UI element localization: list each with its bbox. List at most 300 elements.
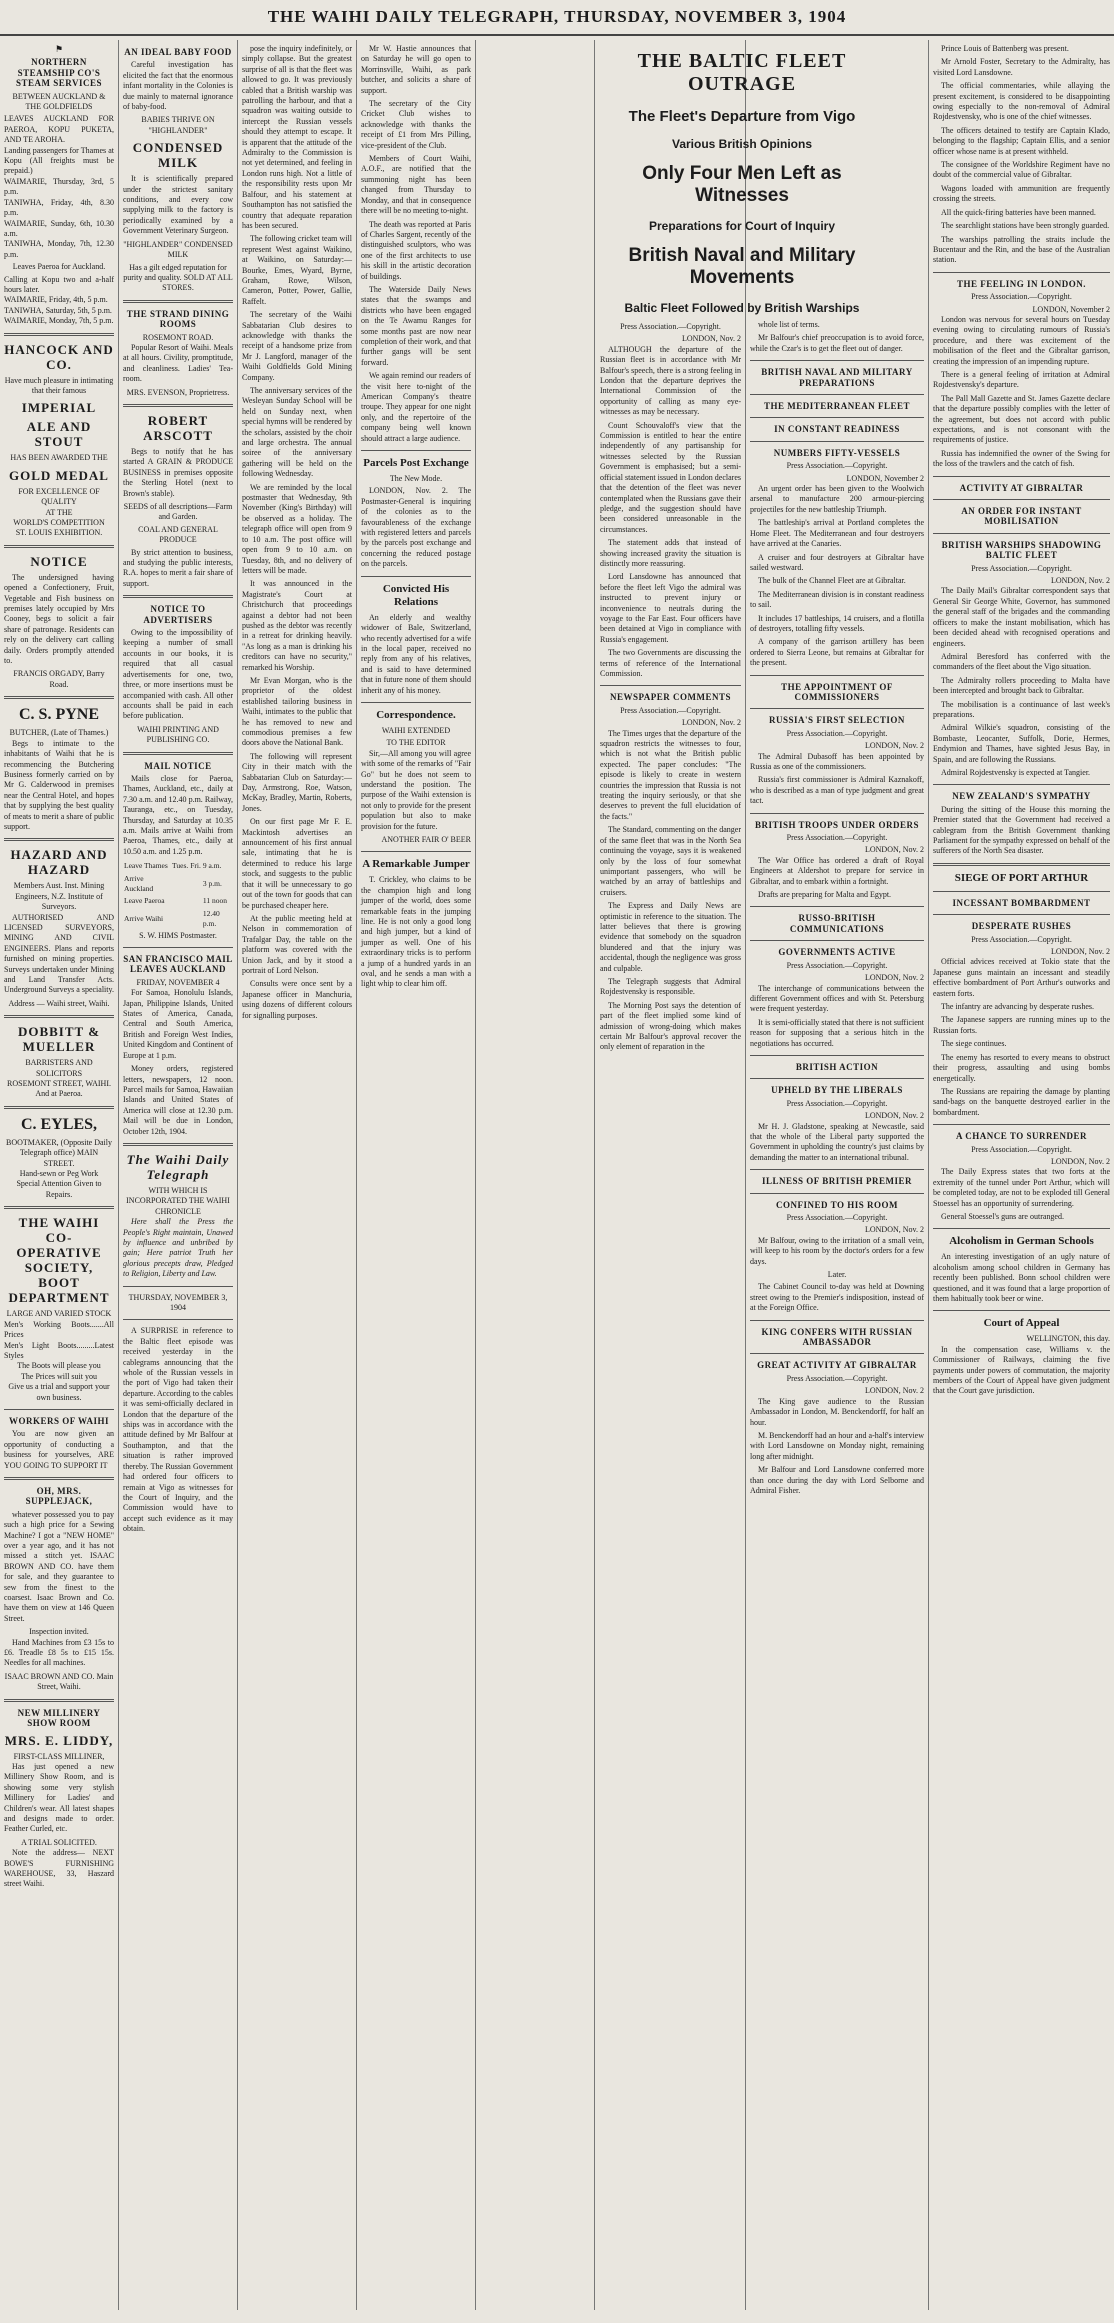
millinery-address: Note the address— NEXT BOWE'S FURNISHING WAREHOUSE, 33, Haszard street Waihi.: [4, 1848, 114, 1889]
press-line: Press Association.—Copyright.: [971, 563, 1072, 573]
article-text: The Waterside Daily News states that the swamps and districts who have been engaged on the Te Awamu Ranges for some months past are now near completion of their work, and that further gangs will be sent forward.: [361, 284, 471, 367]
mail-table: [123, 860, 233, 930]
ship-title: NORTHERN STEAMSHIP CO'S STEAM SERVICES: [16, 57, 102, 89]
workers-title: WORKERS OF WAIHI: [8, 1415, 110, 1426]
article-text: Admiral Rojdestvensky is expected at Tangier.: [941, 767, 1091, 777]
condensed-title: CONDENSED MILK: [132, 140, 224, 171]
governments-title: GOVERNMENTS ACTIVE: [778, 947, 896, 958]
article-text: The Standard, commenting on the danger of the same fleet that was in the North Sea continuing the voyage, says it is weakened only by the loss of four somewhat unimportant passengers, who will be watched by an array of battleships and cruisers.: [600, 825, 741, 897]
parcels-title: Parcels Post Exchange: [363, 457, 469, 470]
mail-cell: [171, 873, 189, 896]
article-text: The Mediterranean division is in constant readiness to sail.: [750, 589, 924, 610]
divider: [361, 576, 471, 577]
article-text: The secretary of the Waihi Sabbatarian Club desires to acknowledge with thanks the receipt of a handsome prize from Mr J. Langford, manager of the Waihi Goldfields Gold Mining Company.: [242, 310, 352, 382]
alcohol-title: Alcoholism in German Schools: [949, 1235, 1094, 1248]
king-title: KING CONFERS WITH RUSSIAN AMBASSADOR: [761, 1326, 913, 1348]
sf-closing: Money orders, registered letters, newspapers, 12 noon. Parcel mails for Samoa, Hawaiian Islands and United States of America will close at 12.30 p.m. Mail will be due in London, October 12th, 1904.: [123, 1064, 233, 1136]
article-text: There is a general feeling of irritation at Admiral Rojdestvensky's departure.: [933, 369, 1110, 390]
article-text: The statement adds that instead of showing increased gravity the situation is distinctly more reassuring.: [600, 538, 741, 568]
mail-cell: Fri.: [190, 861, 201, 871]
divider: [933, 272, 1110, 273]
hancock-line: AT THE: [45, 507, 73, 517]
mail-text: Mails close for Paeroa, Thames, Auckland, etc., daily at 7.30 a.m. and 12.40 p.m. Railway, Tauranga, etc., on Tuesday, Thursday, and Saturday at 10.35 a.m. Mails arrive at Waihi from Paeroa, Thames, etc., daily at 10.50 a.m. and 1.25 p.m.: [123, 773, 233, 856]
supplejack-title: OH, MRS. SUPPLEJACK,: [25, 1485, 93, 1507]
med-title: THE MEDITERRANEAN FLEET: [763, 401, 911, 412]
article-text: In the compensation case, Williams v. the Commissioner of Railways, claiming the five payments under powers of commutation, the majority members of the Court of Appeal have given judgment that the Court gave jurisdiction.: [933, 1344, 1110, 1396]
gib-title: ACTIVITY AT GIBRALTAR: [959, 482, 1084, 493]
press-line: Press Association.—Copyright.: [620, 322, 721, 331]
millinery-title: NEW MILLINERY SHOW ROOM: [17, 1707, 101, 1729]
hancock-line: IMPERIAL: [21, 400, 97, 416]
article-text: The enemy has resorted to every means to obstruct their progress, assaulting and using bombs energetically.: [933, 1052, 1110, 1083]
article-text: M. Benckendorff had an hour and a-half's interview with Lord Lansdowne on Monday night, remaining long after midnight.: [750, 1430, 924, 1461]
ship-line: WAIMARIE, Friday, 4th, 5 p.m.: [4, 295, 108, 305]
strand-text: Popular Resort of Waihi. Meals at all hours. Civility, promptitude, and cleanliness. Ladies' Tea-room.: [123, 342, 233, 384]
article-text: A company of the garrison artillery has been ordered to Sierra Leone, but remains at Gibraltar for the present.: [750, 637, 924, 668]
arscott-text: Begs to notify that he has started A GRAIN & PRODUCE BUSINESS in premises opposite the Sterling Hotel (next to Brown's stable).: [123, 446, 233, 498]
condensed-tag: Has a gilt edged reputation for purity and quality. SOLD AT ALL STORES.: [123, 262, 233, 293]
hancock-line: ST. LOUIS EXHIBITION.: [15, 528, 103, 538]
hancock-line: HAS BEEN AWARDED THE: [10, 453, 108, 463]
mail-cell: Leave Paeroa: [124, 896, 165, 906]
jumper-text: T. Crickley, who claims to be the champion high and long jumper of the world, does some remarkable feats in the jumping line. He is not only a good long and high jumper, but a kind of jumper as well. One of his extraordinary tricks is to perform a jump of a hundred yards in an oval, and he sends a man with a light whip to clear him off.: [361, 875, 471, 989]
ship-line: Leaves Paeroa for Auckland.: [12, 262, 106, 272]
article-text: London was nervous for several hours on Tuesday evening owing to circulating rumours of Russia's procedure, and there was excitement of the mobilisation of the fleet and the Gibraltar garrison, creating the impression of an impending rupture.: [933, 314, 1110, 366]
article-text: On our first page Mr F. E. Mackintosh advertises an announcement of his first annual sale, intimating that he is determined to reduce his large stock, and suggests to the public that it will be unnecessary to go out of the town for goods that can be purchased cheaper here.: [242, 817, 352, 910]
notice-title: NOTICE: [30, 553, 88, 569]
millinery-name: MRS. E. LIDDY,: [4, 1732, 114, 1748]
divider: [750, 394, 924, 395]
press-line: Press Association.—Copyright.: [786, 1373, 888, 1383]
strand-proprietress: MRS. EVENSON, Proprietress.: [126, 387, 230, 397]
article-text: The Morning Post says the detention of part of the fleet implied some kind of admission of wrong-doing which makes certain Mr Balfour's approval recover the only element of reparation in the: [600, 1000, 741, 1052]
column-5: [600, 320, 741, 2310]
correspondence-subtitle: WAIHI EXTENDED: [381, 725, 451, 735]
article-text: Drafts are preparing for Malta and Egypt.: [758, 890, 892, 900]
telegraph-title: The Waihi Daily Telegraph: [126, 1151, 230, 1182]
coop-line: The Boots will please you: [17, 1361, 101, 1371]
article-text: The Express and Daily News are optimistic in reference to the situation. The latter believes that there is growing evidence that somebody on the squadron blundered and that the injury was accidental, though the negligence was gross and culpable.: [600, 901, 741, 973]
divider: [123, 1319, 233, 1320]
article-text: Mr W. Hastie announces that on Saturday he will go open to Morrinsville, Waihi, as park butcher, and solicits a share of support.: [361, 44, 471, 95]
mail-cell: [189, 895, 202, 907]
mail-signature: S. W. HIMS Postmaster.: [139, 930, 217, 940]
column-7: [933, 44, 1110, 2314]
deck-witnesses: Only Four Men Left as Witnesses: [642, 163, 842, 206]
article-text: The death was reported at Paris of Charles Sargent, recently of the distinguished sculptors, who was one of the first architects to use his skill in the artistic decoration of buildings.: [361, 219, 471, 281]
press-line: Press Association.—Copyright.: [786, 461, 888, 471]
divider: [750, 1320, 924, 1321]
dateline: LONDON, November 2: [1032, 304, 1110, 314]
divider: [123, 752, 233, 755]
article-text: Mr Evan Morgan, who is the proprietor of the oldest established tailoring business in Waihi, intimates to the public that he has removed to new and commodious premises a few doors above the National Bank.: [242, 675, 352, 748]
ideal-text: Careful investigation has elicited the fact that the enormous infant mortality in the Colonies is due mainly to maternal ignorance of baby-food.: [123, 60, 233, 112]
chance-title: A CHANCE TO SURRENDER: [956, 1131, 1087, 1142]
dateline: LONDON, Nov. 2: [681, 334, 741, 344]
dateline: LONDON, Nov. 2: [1050, 1156, 1110, 1166]
article-text: At the public meeting held at Nelson in commemoration of Trafalgar Day, the table on the platform was covered with the Union Jack, and by it stood a portrait of Lord Nelson.: [242, 913, 352, 975]
hazard-text: AUTHORISED AND LICENSED SURVEYORS, MINING AND CIVIL ENGINEERS. Plans and reports furnished on mining properties. Surveys undertaken under Mining and Land Transfer Acts. Underground Surveys a speciality.: [4, 912, 114, 995]
eyles-title: C. EYLES,: [20, 1115, 98, 1133]
article-text: It includes 17 battleships, 14 cruisers, and a flotilla of destroyers, totalling fifty vessels.: [750, 613, 924, 633]
flag-icon: ⚑: [54, 44, 64, 54]
article-text: It was announced in the Magistrate's Court at Christchurch that proceedings against a debtor had not been pushed as the debtor was recently in a retreat for drinking heavily. "As long as a man is drinking his creditors can have no security," remarked his Worship.: [242, 579, 352, 672]
babies-line: BABIES THRIVE ON "HIGHLANDER": [141, 115, 215, 135]
divider: [123, 1143, 233, 1146]
millinery-subtitle: FIRST-CLASS MILLINER,: [13, 1751, 105, 1761]
divider: [933, 476, 1110, 477]
deck-movements: British Naval and Military Movements: [628, 245, 856, 288]
editorial-date: THURSDAY, NOVEMBER 3, 1904: [128, 1292, 228, 1312]
shadow-title: BRITISH WARSHIPS SHADOWING BALTIC FLEET: [941, 539, 1102, 561]
dateline: LONDON, Nov. 2: [864, 845, 924, 855]
article-text: The Japanese sappers are running mines up to the Russian forts.: [933, 1015, 1110, 1035]
article-text: The battleship's arrival at Portland completes the Home Fleet. The Mediterranean and four destroyers have arrived at the Canaries.: [750, 518, 924, 549]
column-2: [123, 44, 233, 2314]
advertisers-signature: WAIHI PRINTING AND PUBLISHING CO.: [137, 724, 219, 745]
mail-row: [123, 860, 233, 872]
notice-signature: FRANCIS ORGADY, Barry Road.: [13, 669, 105, 689]
millinery-text: Has just opened a new Millinery Show Room, and is showing some very stylish Millinery for Ladies' and Children's wear. All latest shapes and designs made to order. Feather Curled, etc.: [4, 1761, 114, 1834]
article-text: The infantry are advancing by desperate rushes.: [941, 1002, 1095, 1012]
article-text: An urgent order has been given to the Woolwich arsenal to manufacture 200 armour-piercing projectiles for the new battleship Triumph.: [750, 484, 924, 514]
bombard-title: INCESSANT BOMBARDMENT: [952, 897, 1091, 908]
arscott-title: ROBERT ARSCOTT: [143, 412, 213, 443]
correspondence-signature: ANOTHER FAIR O' BEER: [381, 835, 471, 844]
naval-title: BRITISH NAVAL AND MILITARY PREPARATIONS: [761, 367, 913, 388]
deck-departure: The Fleet's Departure from Vigo: [628, 108, 856, 125]
mail-row: [123, 873, 233, 896]
supplejack-text: whatever possessed you to pay such a high price for a Sewing Machine? I got a "NEW HOME" over a year ago, and it has not missed a stitch yet. ISAAC BROWN AND CO. have them for sale, and they guarantee to sew from the finest to the coarsest. Isaac Brown and Co. have them on view at 146 Queen Street.: [4, 1509, 114, 1623]
parcels-text: LONDON, Nov. 2. The Postmaster-General is inquiring of the colonies as to the favourableness of the exchange with registered letters and parcels by the parcels post exchange and concerning the reduced postage on the parcels.: [361, 486, 471, 569]
article-text: The Daily Mail's Gibraltar correspondent says that General Sir George White, Governor, has summoned the general staff of the brigades and the commanding officers to make the instant mobilisation, which has been decided ahead with recognised operations and engineers.: [933, 586, 1110, 648]
correspondence-text: Sir,—All among you will agree with some of the remarks of "Fair Go" but he does not seem to understand the position. The purpose of the Waihi extension is not only to provide for the present population but also to make provision for the future.: [361, 748, 471, 831]
later-label: Later.: [827, 1270, 847, 1280]
divider: [4, 1699, 114, 1702]
ship-line: Landing passengers for Thames at Kopu (All freights must be prepaid.): [4, 145, 114, 176]
article-text: Mr Balfour and Lord Lansdowne conferred more than once during the day with Lord Selborne and Admiral Fisher.: [750, 1465, 924, 1495]
telegraph-subtitle: WITH WHICH IS INCORPORATED THE WAIHI CHRONICLE: [126, 1185, 230, 1216]
article-text: Mr Balfour's chief preoccupation is to avoid force, while the Czar's is to get the fleet out of danger.: [750, 333, 924, 353]
article-text: Russia has indemnified the owner of the Swing for the loss of the trawlers and the catch of fish.: [933, 448, 1110, 469]
inspection-note: Inspection invited.: [29, 1627, 89, 1637]
divider: [750, 1353, 924, 1354]
article-text: Mr H. J. Gladstone, speaking at Newcastle, said that the whole of the Liberal party supported the Government in upholding the country's just claims by demanding the matter to an international tribunal.: [750, 1121, 924, 1162]
mail-cell: [189, 873, 202, 896]
mail-row: [123, 908, 233, 931]
mail-title: MAIL NOTICE: [144, 760, 212, 771]
article-text: General Stoessel's guns are outranged.: [941, 1211, 1064, 1221]
mail-cell: 11 noon: [202, 896, 227, 906]
divider: [750, 813, 924, 814]
millinery-trial: A TRIAL SOLICITED.: [21, 1837, 97, 1847]
article-text: The anniversary services of the Wesleyan Sunday School will be held on Sunday next, when special hymns will be rendered by the scholars, assisted by the choir and large orchestra. The annual soiree of the anniversary gathering will be held on the following Wednesday.: [242, 386, 352, 479]
sf-text: For Samoa, Honolulu Islands, Japan, Philippine Islands, United States of America, Canada, Central and South America, British and Foreign West Indies, United Kingdom and Continent of Europe at 1 p.m.: [123, 988, 233, 1060]
article-text: The consignee of the Worldshire Regiment have no doubt of the commercial value of Gibraltar.: [933, 160, 1110, 180]
action-title: BRITISH ACTION: [795, 1061, 879, 1072]
dateline: LONDON, November 2: [846, 473, 924, 483]
article-text: The two Governments are discussing the terms of reference of the International Commission.: [600, 648, 741, 678]
coop-line: Men's Working Boots.......All Prices: [4, 1319, 114, 1340]
divider: [4, 1015, 114, 1018]
arscott-seeds: SEEDS of all descriptions—Farm and Garden.: [123, 502, 233, 522]
article-text: All the quick-firing batteries have been manned.: [941, 207, 1096, 217]
strand-title: THE STRAND DINING ROOMS: [126, 308, 230, 330]
mail-cell: Arrive Waihi: [124, 914, 164, 924]
mail-cell: 12.40 p.m.: [202, 908, 220, 929]
divider: [750, 906, 924, 907]
divider: [4, 545, 114, 548]
pyne-title: C. S. PYNE: [18, 706, 99, 724]
article-text: Count Schouvaloff's view that the Commission is entitled to hear the entire independently of any partisanship for witnesses selected by the Russian Government is emphasised; but a semi-official statement issued in London declares that the detention of the fleet was never contemplated when the Russians gave their pledge, and the suggestion should have been considered unreasonable in the circumstances.: [600, 420, 741, 534]
divider: [600, 685, 741, 686]
divider: [933, 1124, 1110, 1125]
column-rule: [475, 40, 476, 2310]
coop-line: LARGE AND VARIED STOCK: [6, 1309, 112, 1319]
column-rule: [356, 40, 357, 2310]
hancock-title: HANCOCK AND CO.: [4, 341, 114, 372]
dateline: LONDON, Nov. 2: [864, 973, 924, 983]
convicted-title: Convicted His Relations: [382, 582, 450, 608]
commissioners-title: THE APPOINTMENT OF COMMISSIONERS: [781, 681, 893, 702]
coop-line: Give us a trial and support your own business.: [8, 1382, 110, 1402]
divider: [4, 1409, 114, 1410]
ship-line: LEAVES AUCKLAND FOR PAEROA, KOPU PUKETA, AND TE AROHA.: [4, 114, 114, 145]
divider: [4, 1106, 114, 1109]
divider: [933, 891, 1110, 892]
article-text: ALTHOUGH the departure of the Russian fleet is in accordance with Mr Balfour's speech, there is a strong feeling in London that the departure deprives the International Commission of the opportunity of calling as many eye-witnesses as may be necessary.: [600, 344, 741, 417]
article-text: The following will represent City in their match with the Sabbatarian Club on Saturday:—Day, Armstrong, Roe, Watson, McKay, Bradley, Martin, Roberts, Jones.: [242, 751, 352, 813]
article-text: Admiral Wilkie's squadron, consisting of the Bombaste, Leocanter, Suffolk, Dorie, Hermes, Endymion and Thames, have sighted Jesus Bay, in Spain, and are following the Russians.: [933, 723, 1110, 764]
article-text: The Russians are repairing the damage by planting sand-bags on the banquette destroyed earlier in the bombardment.: [933, 1086, 1110, 1117]
ship-line: TANIWHA, Saturday, 5th, 5 p.m.: [4, 305, 112, 315]
hazard-address: Address — Waihi street, Waihi.: [8, 998, 110, 1008]
ship-line: WAIMARIE, Sunday, 6th, 10.30 a.m.: [4, 218, 114, 238]
divider: [750, 1193, 924, 1194]
divider: [933, 914, 1110, 915]
rushes-title: DESPERATE RUSHES: [971, 921, 1072, 932]
hancock-line: FOR EXCELLENCE OF QUALITY: [18, 486, 100, 507]
dateline: LONDON, Nov. 2: [681, 718, 741, 728]
eyles-line: Special Attention Given to Repairs.: [16, 1179, 102, 1199]
article-text: The Admiralty rollers proceeding to Malta have been intercepted and brought back to Gibraltar.: [933, 675, 1110, 696]
divider: [750, 441, 924, 442]
mail-cell: [171, 908, 189, 931]
column-rule: [118, 40, 119, 2310]
article-text: The siege continues.: [941, 1039, 1007, 1049]
divider: [361, 450, 471, 451]
divider: [4, 1206, 114, 1209]
dateline: LONDON, Nov. 2: [864, 741, 924, 751]
divider: [750, 417, 924, 418]
article-text: Wagons loaded with ammunition are frequently crossing the streets.: [933, 183, 1110, 204]
divider: [933, 1310, 1110, 1311]
eyles-line: Hand-sewn or Peg Work: [19, 1169, 99, 1179]
article-text: The searchlight stations have been strongly guarded.: [941, 221, 1110, 231]
article-text: We again remind our readers of the visit here to-night of the American Company's theatre troupe. They appear for one night only, and the repertoire of the company being well known should attract a large audience.: [361, 371, 471, 443]
divider: [750, 1055, 924, 1056]
arscott-close: By strict attention to business, and studying the public interests, R.A. hopes to merit a fair share of support.: [123, 547, 233, 588]
dateline: LONDON, Nov. 2: [864, 1386, 924, 1396]
divider: [750, 1169, 924, 1170]
hazard-title: HAZARD AND HAZARD: [10, 847, 108, 878]
gibraltar-title: GREAT ACTIVITY AT GIBRALTAR: [757, 1360, 917, 1371]
russia-title: RUSSIA'S FIRST SELECTION: [769, 715, 905, 726]
dateline: LONDON, Nov. 2: [1050, 947, 1110, 957]
confined-title: CONFINED TO HIS ROOM: [776, 1199, 898, 1210]
illness-title: ILLNESS OF BRITISH PREMIER: [762, 1176, 912, 1187]
jumper-title: A Remarkable Jumper: [362, 858, 470, 871]
deck-followed: Baltic Fleet Followed by British Warships: [624, 301, 860, 315]
telegraph-motto: Here shall the Press the People's Right maintain, Unawed by influence and unbribed by gain; Here patriot Truth her glorious precepts draw, Pledged to Religion, Liberty and Law.: [123, 1217, 233, 1279]
mail-cell: 9 a.m.: [202, 861, 222, 871]
column-3: [242, 44, 352, 2314]
dobbitt-title: DOBBITT & MUELLER: [17, 1024, 101, 1055]
sf-date: FRIDAY, NOVEMBER 4: [136, 977, 220, 987]
divider: [123, 1286, 233, 1287]
article-text: We are reminded by the local postmaster that Wednesday, 9th November (King's Birthday) will be observed as a holiday. The telegraph office will open from 9 to 10 a.m. The post office will open from 9 to 10 a.m. on Tuesday, 8th, and no delivery of letters will be made.: [242, 482, 352, 575]
dobbitt-address: ROSEMONT STREET, WAIHI. And at Paeroa.: [7, 1079, 111, 1099]
divider: [933, 784, 1110, 785]
mail-row: [123, 895, 233, 907]
dateline: LONDON, Nov. 2: [864, 1225, 924, 1235]
column-rule: [594, 40, 595, 2310]
hancock-line: Have much pleasure in intimating that their famous: [4, 375, 114, 395]
arscott-coal: COAL AND GENERAL PRODUCE: [138, 524, 218, 545]
coop-line: The Prices will suit you: [21, 1371, 97, 1381]
article-text: Mr Balfour, owing to the irritation of a small vein, will keep to his room by the doctor's orders for a few days.: [750, 1235, 924, 1266]
dateline: LONDON, Nov. 2: [864, 1111, 924, 1121]
troops-title: BRITISH TROOPS UNDER ORDERS: [754, 819, 920, 830]
mobilisation-title: AN ORDER FOR INSTANT MOBILISATION: [961, 506, 1082, 527]
article-text: Members of Court Waihi, A.O.F., are notified that the summoning night has been changed from Thursday to Monday, and that in consequence there will be no meeting to-night.: [361, 154, 471, 216]
correspondence-title: Correspondence.: [376, 708, 456, 721]
article-text: Admiral Beresford has conferred with the commanders of the fleet about the Vigo situation.: [933, 651, 1110, 672]
article-text: The warships patrolling the straits include the Bucentaur and the Rin, and the base of the Australian station.: [933, 234, 1110, 265]
column-6: [750, 320, 924, 2310]
deck-inquiry: Preparations for Court of Inquiry: [648, 219, 835, 233]
article-text: An interesting investigation of an ugly nature of alcoholism among school children in Germany has recently been published. Bonn school children were questioned, and it was found that a large proportion of them habitually took beer or wine.: [933, 1252, 1110, 1303]
readiness-title: IN CONSTANT READINESS: [774, 424, 900, 435]
divider: [123, 300, 233, 303]
divider: [361, 702, 471, 703]
article-text: The secretary of the City Cricket Club wishes to acknowledge with thanks the receipt of £1 from Mrs Pilling, vice-president of the Club.: [361, 99, 471, 150]
advertisers-text: Owing to the impossibility of keeping a number of small accounts in our books, it is required that all casual advertisements for one, two, three, or more insertions must be accompanied with cash. All other accounts shall be paid in each before publication.: [123, 628, 233, 721]
divider: [4, 1477, 114, 1480]
press-line: Press Association.—Copyright.: [620, 705, 721, 715]
divider: [361, 851, 471, 852]
dateline: WELLINGTON, this day.: [1026, 1334, 1110, 1344]
baltic-outrage-headlines: [598, 44, 886, 315]
divider: [750, 675, 924, 676]
machines-text: Hand Machines from £3 15s to £6. Treadle £8 5s to £15 15s. Needles for all machines.: [4, 1637, 114, 1668]
column-4: [361, 44, 471, 2314]
article-text: The following cricket team will represent West against Waikino, at Waikino, on Saturday:—Bourke, Emes, Wyard, Byrne, Graham, Rowe, Wilson, Cameron, Potter, Power, Gallie, Raffelt.: [242, 234, 352, 306]
article-text: During the sitting of the House this morning the Premier stated that the Government had received a cablegram from the British Government thanking Parliament for the sympathy expressed on behalf of the sufferers of the North Sea disaster.: [933, 804, 1110, 856]
nz-title: NEW ZEALAND'S SYMPATHY: [952, 791, 1091, 802]
correspondence-to: TO THE EDITOR: [386, 738, 446, 748]
ship-line: TANIWHA, Friday, 4th, 8.30 p.m.: [4, 197, 114, 218]
arthur-title: SIEGE OF PORT ARTHUR: [954, 871, 1089, 884]
article-text: The Times urges that the departure of the squadron restricts the witnesses to four, which is not what the British public expected. The paper concludes: "The episode is likely to create in western countries the impression that Russia is not treating the inquiry seriously, or that she deserves to prevent the full elucidation of the facts.": [600, 728, 741, 821]
ideal-title: AN IDEAL BABY FOOD: [124, 47, 232, 57]
condensed-text: It is scientifically prepared under the strictest sanitary conditions, and every cow supplying milk to the factory is periodically examined by a Government Veterinary Surgeon.: [123, 174, 233, 236]
column-rule: [745, 40, 746, 2310]
press-line: Press Association.—Copyright.: [971, 934, 1072, 944]
strand-subtitle: ROSEMONT ROAD.: [142, 332, 214, 342]
divider: [123, 595, 233, 598]
divider: [750, 708, 924, 709]
divider: [933, 533, 1110, 534]
hazard-subtitle: Members Aust. Inst. Mining Engineers, N.Z. Institute of Surveyors.: [13, 881, 105, 912]
isaac-address: ISAAC BROWN AND CO. Main Street, Waihi.: [4, 1671, 114, 1692]
article-text: pose the inquiry indefinitely, or simply collapse. But the greatest surprise of all is that the fleet was allowed to go. It was previously cabled that a British warship was patrolling the harbour, and that a squadron was waiting outside to intercept the Russian vessels should they attempt to escape. It is apparent that the attitude of the Admiralty to the Commission is not yet determined, and feeling in London runs high. Not a little of the responsibility rests upon Mr Balfour, and his statement at Southampton has not satisfied the country that adequate reparation has been secured.: [242, 44, 352, 230]
mail-cell: [171, 895, 189, 907]
article-text: The Cabinet Council to-day was held at Downing street owing to the Premier's indisposition, instead of at the Foreign Office.: [750, 1282, 924, 1313]
article-text: The Pall Mall Gazette and St. James Gazette declare that the departure possibly complies with the letter of the agreement, but does not accord with public expectations, and is not consonant with the requirements of justice.: [933, 393, 1110, 445]
deck-opinions: Various British Opinions: [671, 137, 813, 151]
article-text: The War Office has ordered a draft of Royal Engineers at Aldershot to prepare for service in Gibraltar, and to embark within a fortnight.: [750, 855, 924, 886]
article-text: A cruiser and four destroyers at Gibraltar have sailed westward.: [750, 552, 924, 572]
article-text: whole list of terms.: [758, 320, 820, 329]
pyne-text: Begs to intimate to the inhabitants of Waihi that he is recommencing the Butchering Business formerly carried on by Mr G. Calderwood in premises near the Central Hotel, and hopes that by supplying the best quality of meats to merit a share of public support.: [4, 738, 114, 831]
advertisers-title: NOTICE TO ADVERTISERS: [143, 604, 213, 625]
convicted-text: An elderly and wealthy widower of Bale, Switzerland, who recently advertised for a wife in the local paper, received no reply from any of his relatives, and is said to have determined that in future none of them should inherit any of his money.: [361, 612, 471, 695]
ship-line: WAIMARIE, Thursday, 3rd, 5 p.m.: [4, 176, 114, 197]
liberals-title: UPHELD BY THE LIBERALS: [771, 1085, 903, 1096]
coop-title: THE WAIHI CO-OPERATIVE SOCIETY, BOOT DEPARTMENT: [8, 1215, 110, 1306]
article-text: The interchange of communications between the different Government offices and with St. Petersburg were frequent yesterday.: [750, 983, 924, 1014]
press-line: Press Association.—Copyright.: [786, 1098, 888, 1108]
dateline: LONDON, Nov. 2: [1050, 576, 1110, 586]
divider: [750, 1078, 924, 1079]
numbers-title: NUMBERS FIFTY-VESSELS: [773, 447, 901, 458]
notice-text: The undersigned having opened a Confectionery, Fruit, Vegetable and Fish business on premises lately occupied by Mrs Cooney, begs to solicit a fair share of patronage. Residents can rely on the delivery cart calling daily. Orders promptly attended to.: [4, 572, 114, 666]
ship-between: BETWEEN AUCKLAND & THE GOLDFIELDS: [12, 91, 106, 112]
divider: [933, 863, 1110, 866]
divider: [4, 333, 114, 336]
dobbitt-subtitle: BARRISTERS AND SOLICITORS: [25, 1058, 93, 1078]
divider: [933, 1228, 1110, 1229]
article-text: The official commentaries, while allaying the present excitement, is considered to be disappointing owing especially to the non-removal of Admiral Rojdestvensky, who is one of the chief witnesses.: [933, 81, 1110, 122]
article-text: Russia's first commissioner is Admiral Kaznakoff, who is described as a man of type judgment and great tact.: [750, 775, 924, 806]
divider: [123, 947, 233, 948]
article-text: Mr Arnold Foster, Secretary to the Admiralty, has visited Lord Lansdowne.: [933, 57, 1110, 77]
article-text: The Admiral Dubasoff has been appointed by Russia as one of the commissioners.: [750, 751, 924, 771]
press-line: Press Association.—Copyright.: [786, 833, 888, 843]
ship-line: WAIMARIE, Monday, 7th, 5 p.m.: [4, 316, 114, 326]
masthead-title: THE WAIHI DAILY TELEGRAPH, THURSDAY, NOVEMBER 3, 1904: [0, 0, 1114, 36]
column-1-advertisements: [4, 44, 114, 2314]
coop-line: Men's Light Boots.........Latest Styles: [4, 1340, 114, 1360]
mail-cell: 3 p.m.: [202, 878, 222, 888]
article-text: The officers detained to testify are Captain Klado, belonging to the flagship; Captain Ellis, and a senior officer whose name is at present withheld.: [933, 125, 1110, 156]
divider: [4, 696, 114, 699]
article-text: The Daily Express states that two forts at the extremity of the tunnel under Port Arthur, which will be completed today, are not to be exploded till General Stoessel has an opportunity of surrendering.: [933, 1167, 1110, 1208]
hancock-line: ALE AND STOUT: [26, 419, 92, 450]
article-text: The bulk of the Channel Fleet are at Gibraltar.: [758, 576, 906, 586]
article-text: The Telegraph suggests that Admiral Rojdestvensky is responsible.: [600, 976, 741, 997]
article-text: Lord Lansdowne has announced that before the fleet left Vigo the admiral was instructed to prevent injury or inconvenience to neutrals during the voyage to the Far East. Four officers have been detained at Vigo in compliance with Russia's engagement.: [600, 572, 741, 644]
divider: [750, 360, 924, 361]
divider: [933, 499, 1110, 500]
article-text: Prince Louis of Battenberg was present.: [941, 44, 1069, 53]
pyne-role: BUTCHER, (Late of Thames.): [9, 728, 109, 738]
mail-cell: Leave Thames: [124, 861, 168, 871]
article-text: The King gave audience to the Russian Ambassador in London, M. Benckendorff, for half an hour.: [750, 1396, 924, 1427]
mail-cell: Arrive Auckland: [124, 873, 154, 893]
divider: [750, 940, 924, 941]
